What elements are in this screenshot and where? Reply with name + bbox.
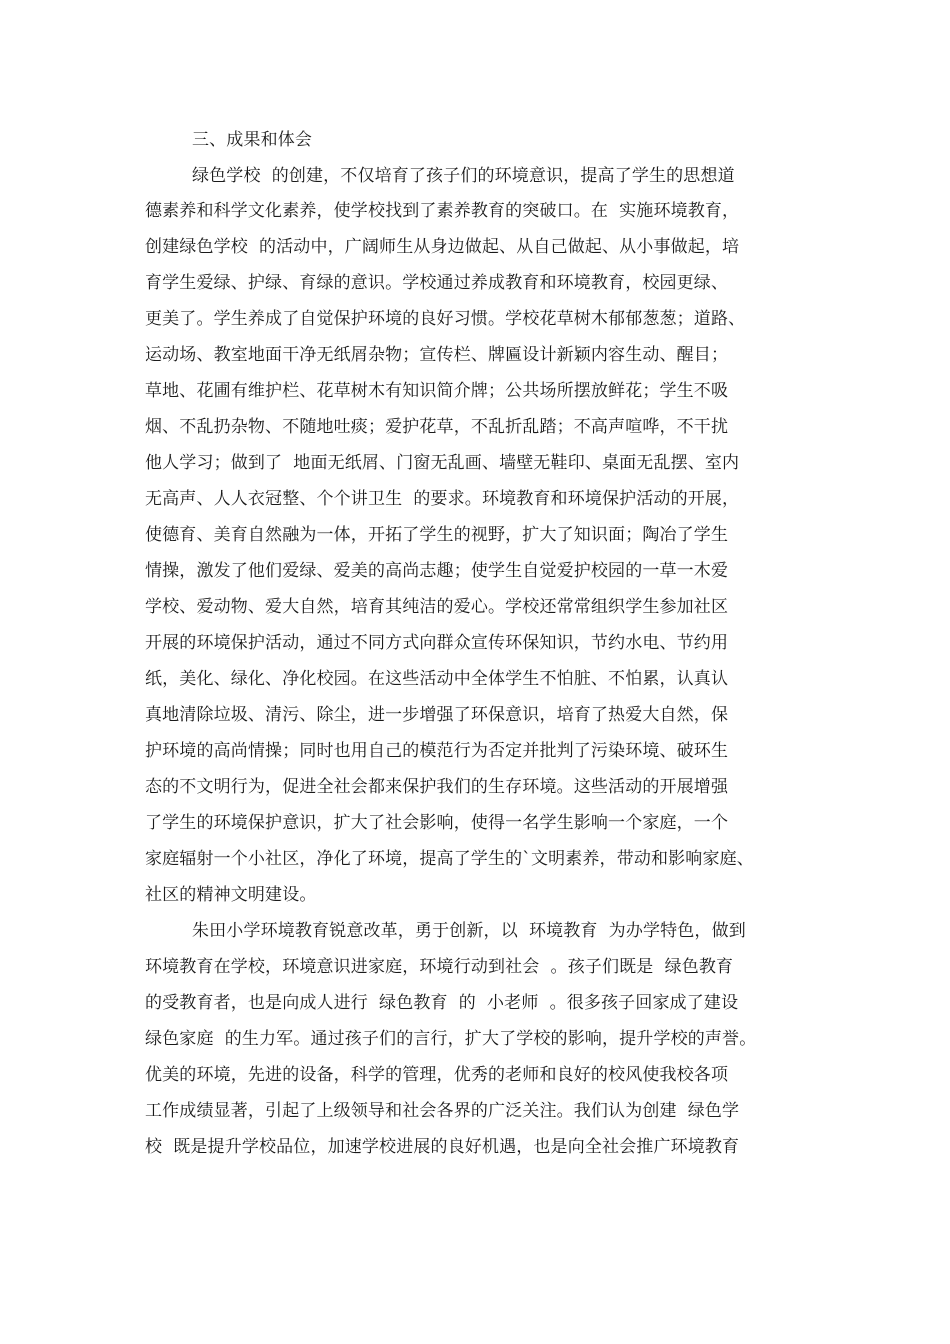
text-line-10: 无高声、人人衣冠整、个个讲卫生 的要求。环境教育和环境保护活动的开展， bbox=[145, 489, 740, 509]
text-line-6: 运动场、教室地面干净无纸屑杂物；宣传栏、牌匾设计新颖内容生动、醒目； bbox=[145, 345, 729, 365]
text-line-17: 护环境的高尚情操；同时也用自己的模范行为否定并批判了污染环境、破环生 bbox=[145, 741, 729, 761]
text-line-14: 开展的环境保护活动，通过不同方式向群众宣传环保知识，节约水电、节约用 bbox=[145, 633, 729, 653]
text-line-19: 了学生的环境保护意识，扩大了社会影响，使得一名学生影响一个家庭，一个 bbox=[145, 813, 729, 833]
text-line-24: 的受教育者，也是向成人进行 绿色教育 的 小老师 。很多孩子回家成了建设 bbox=[145, 993, 739, 1013]
text-line-25: 绿色家庭 的生力军。通过孩子们的言行，扩大了学校的影响，提升学校的声誉。 bbox=[145, 1029, 757, 1049]
text-line-1: 绿色学校 的创建，不仅培育了孩子们的环境意识，提高了学生的思想道 bbox=[192, 166, 735, 186]
text-line-13: 学校、爱动物、爱大自然，培育其纯洁的爱心。学校还常常组织学生参加社区 bbox=[145, 597, 729, 617]
text-line-2: 德素养和科学文化素养，使学校找到了素养教育的突破口。在 实施环境教育， bbox=[145, 201, 740, 221]
text-line-20: 家庭辐射一个小社区，净化了环境，提高了学生的`文明素养，带动和影响家庭、 bbox=[145, 849, 754, 869]
text-line-5: 更美了。学生养成了自觉保护环境的良好习惯。学校花草树木郁郁葱葱；道路、 bbox=[145, 309, 746, 329]
text-line-18: 态的不文明行为，促进全社会都来保护我们的生存环境。这些活动的开展增强 bbox=[145, 777, 729, 797]
text-line-4: 育学生爱绿、护绿、育绿的意识。学校通过养成教育和环境教育，校园更绿、 bbox=[145, 273, 729, 293]
text-line-23: 环境教育在学校，环境意识进家庭，环境行动到社会 。孩子们既是 绿色教育 bbox=[145, 957, 734, 977]
section-heading: 三、成果和体会 bbox=[192, 130, 313, 150]
text-line-26: 优美的环境，先进的设备，科学的管理，优秀的老师和良好的校风使我校各项 bbox=[145, 1065, 729, 1085]
text-line-11: 使德育、美育自然融为一体，开拓了学生的视野，扩大了知识面；陶冶了学生 bbox=[145, 525, 729, 545]
text-line-15: 纸，美化、绿化、净化校园。在这些活动中全体学生不怕脏、不怕累，认真认 bbox=[145, 669, 729, 689]
text-line-22: 朱田小学环境教育锐意改革，勇于创新，以 环境教育 为办学特色，做到 bbox=[192, 921, 746, 941]
text-line-9: 他人学习；做到了 地面无纸屑、门窗无乱画、墙壁无鞋印、桌面无乱摆、室内 bbox=[145, 453, 740, 473]
text-line-16: 真地清除垃圾、清污、除尘，进一步增强了环保意识，培育了热爱大自然，保 bbox=[145, 705, 729, 725]
text-line-7: 草地、花圃有维护栏、花草树木有知识简介牌；公共场所摆放鲜花；学生不吸 bbox=[145, 381, 729, 401]
text-line-21: 社区的精神文明建设。 bbox=[145, 885, 317, 905]
text-line-27: 工作成绩显著，引起了上级领导和社会各界的广泛关注。我们认为创建 绿色学 bbox=[145, 1101, 740, 1121]
text-line-3: 创建绿色学校 的活动中，广阔师生从身边做起、从自己做起、从小事做起，培 bbox=[145, 237, 740, 257]
text-line-12: 情操，激发了他们爱绿、爱美的高尚志趣；使学生自觉爱护校园的一草一木爱 bbox=[145, 561, 729, 581]
text-line-28: 校 既是提升学校品位，加速学校进展的良好机遇，也是向全社会推广环境教育 bbox=[145, 1137, 740, 1157]
text-line-8: 烟、不乱扔杂物、不随地吐痰；爱护花草，不乱折乱踏；不高声喧哗，不干扰 bbox=[145, 417, 729, 437]
